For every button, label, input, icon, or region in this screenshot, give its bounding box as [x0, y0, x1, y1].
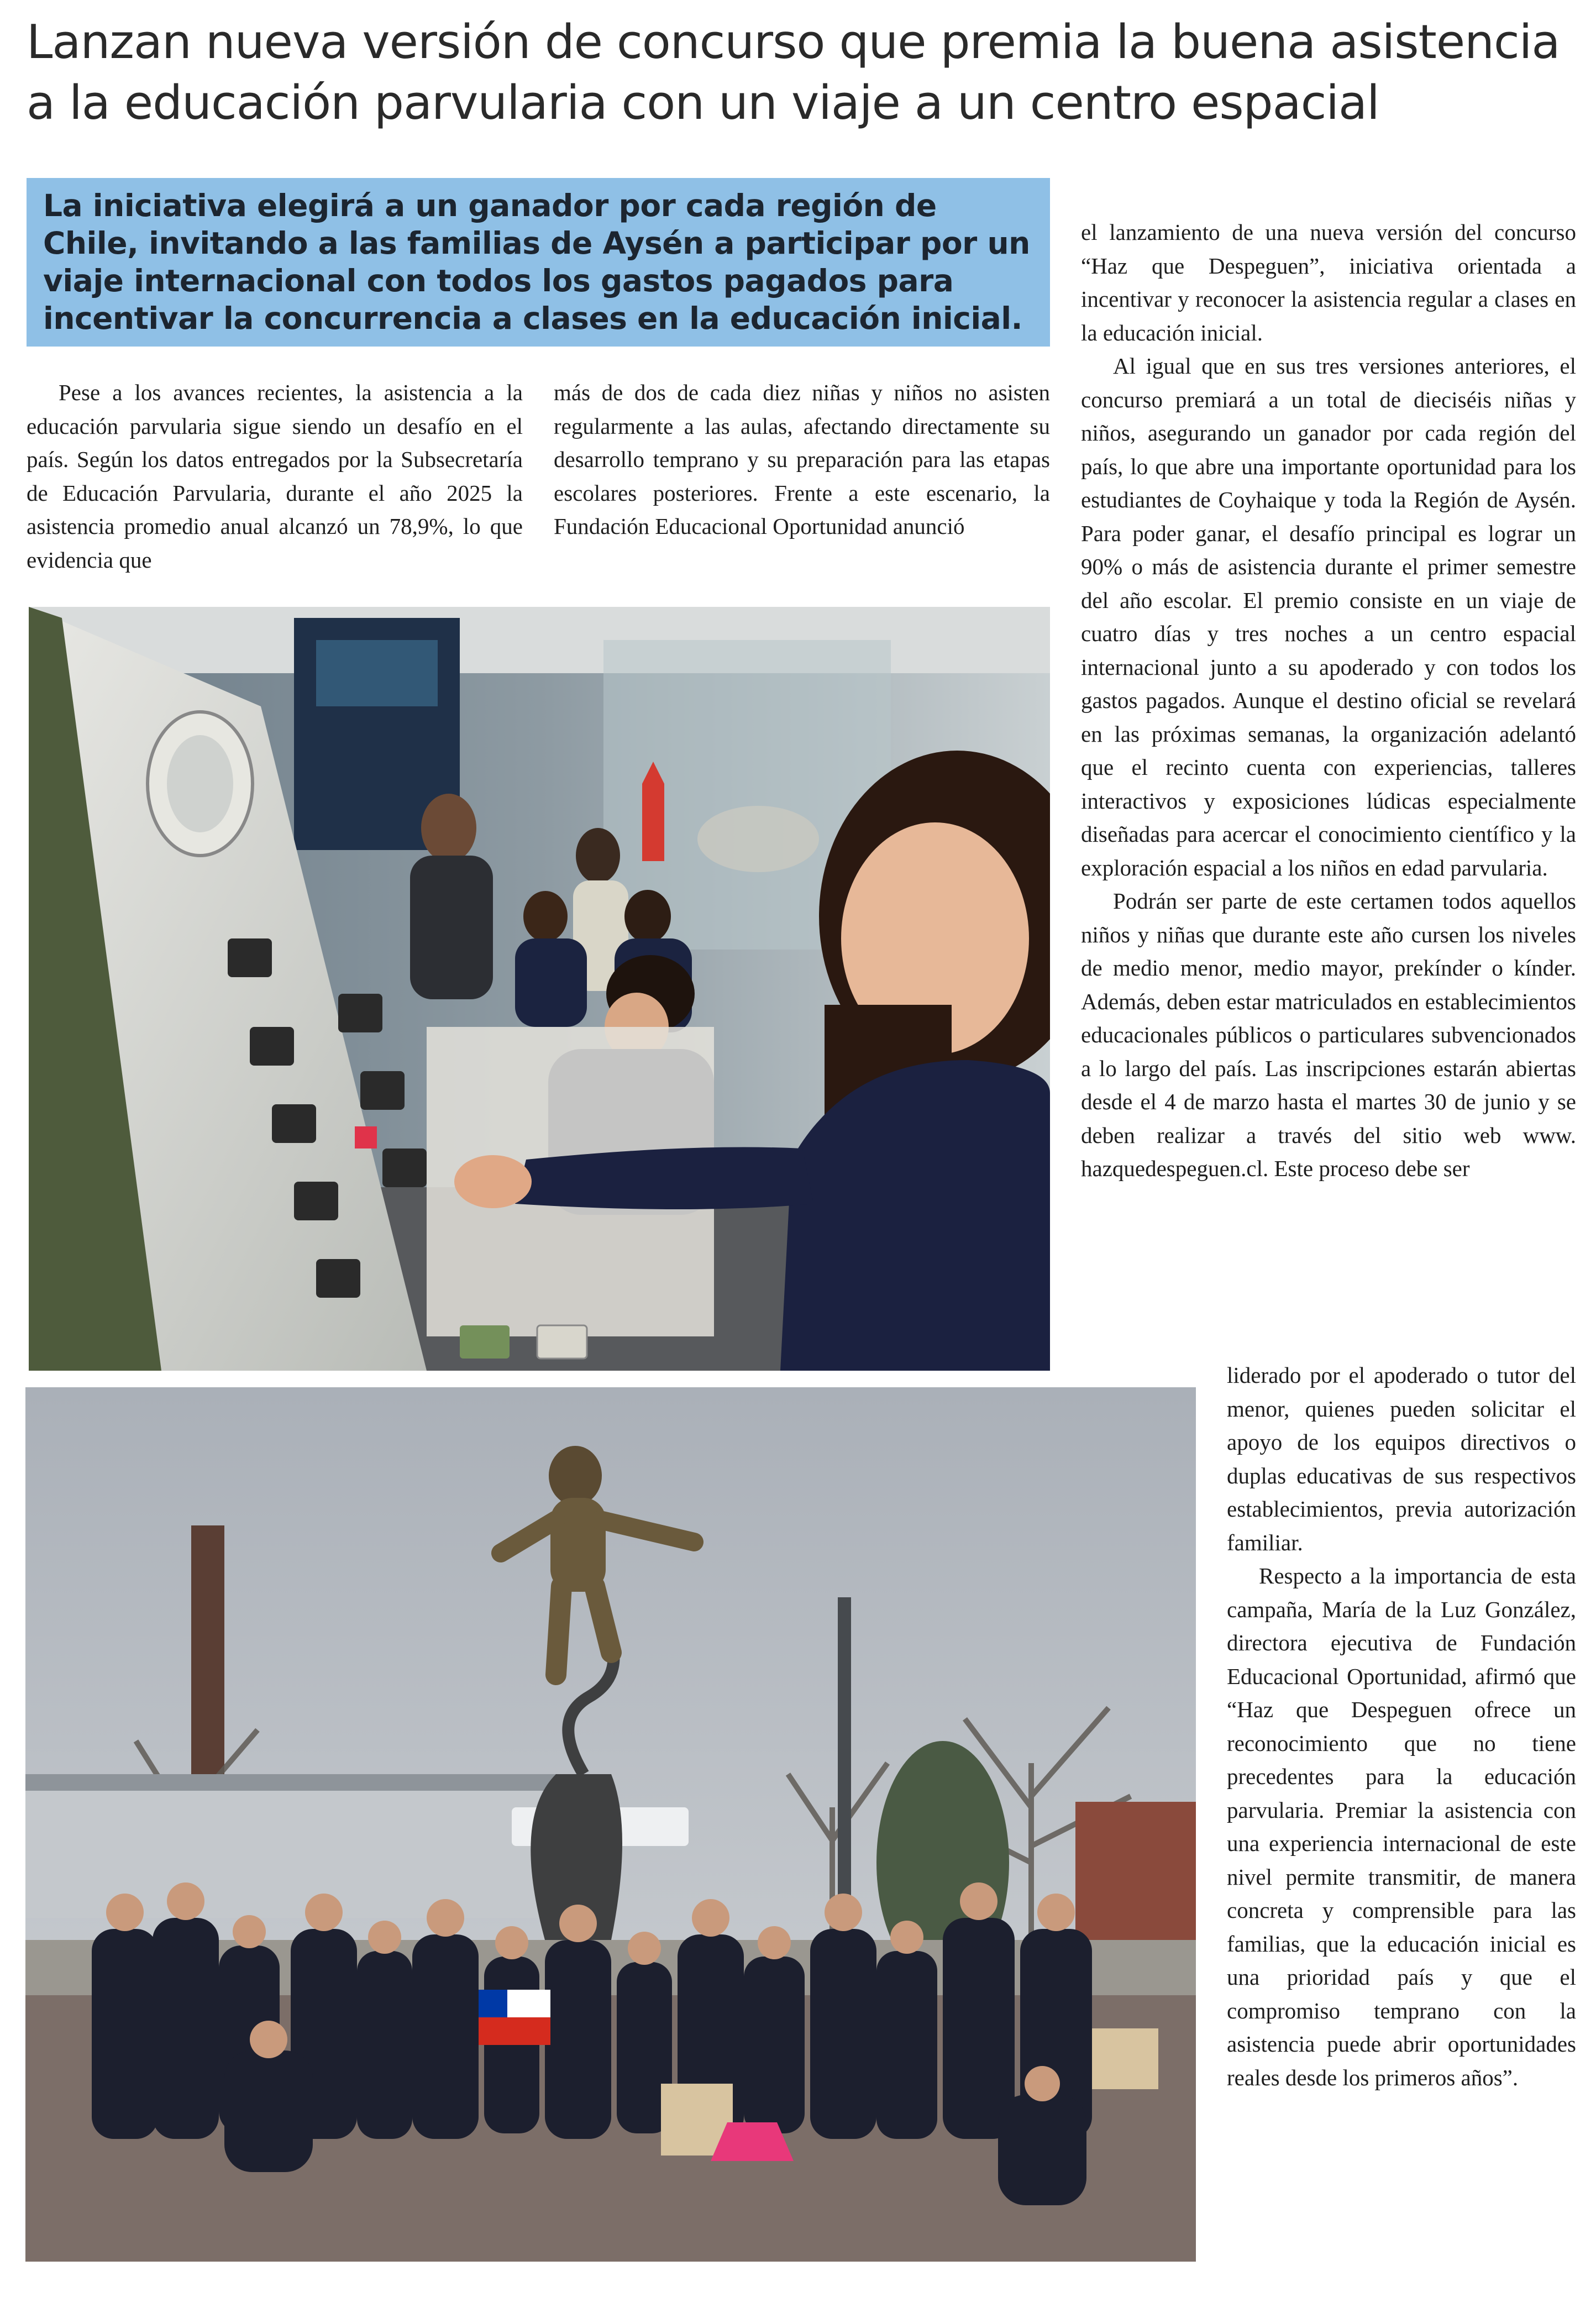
headline: Lanzan nueva versión de concurso que premia la buena asistencia a la educación parvularia con un viaje a un centro espacial	[27, 15, 1560, 130]
body-paragraph: más de dos de cada diez niñas y niños no asisten regularmente a las aulas, afectando directamente su desarrollo temprano y su preparación para las etapas escolares posteriores. Frente a este escenario, la Fundación Educacional Oportunidad anunció	[554, 380, 1050, 539]
body-paragraph: Podrán ser parte de este certamen todos aquellos niños y niñas que durante este año cursen los niveles de medio menor, medio mayor, prekínder o kínder. Además, deben estar matriculados en establecimientos educacionales públicos o particulares subvencionados a lo largo del país. Las inscripciones estarán abiertas desde el 4 de marzo hasta el martes 30 de junio y se deben realizar a través del sitio web www. hazquedespeguen.cl. Este proceso debe ser	[1081, 888, 1576, 1181]
photo-children-at-control-panel	[29, 607, 1050, 1371]
photo-group-with-astronaut-sculpture	[25, 1387, 1196, 2262]
body-column-1	[27, 376, 523, 576]
body-paragraph: Al igual que en sus tres versiones anteriores, el concurso premiará a un total de dieciséis niñas y niños, asegurando un ganador por cada región del país, lo que abre una importante oportunidad para los estudiantes de Coyhaique y toda la Región de Aysén. Para poder ganar, el desafío principal es lograr un 90% o más de asistencia durante el primer semestre del año escolar. El premio consiste en un viaje de cuatro días y tres noches a un centro espacial internacional junto a su apoderado y con todos los gastos pagados. Aunque el destino oficial se revelará en las próximas semanas, la organización adelantó que el recinto cuenta con experiencias, talleres interactivos y exposiciones lúdicas especialmente diseñadas para acercar el conocimiento científico y la exploración espacial a los niños en edad parvularia.	[1081, 353, 1576, 880]
body-column-2	[554, 376, 1050, 543]
lead-box	[27, 178, 1050, 347]
body-paragraph: Respecto a la importancia de esta campaña, María de la Luz González, directora ejecutiva de Fundación Educacional Oportunidad, afirmó que “Haz que Despeguen ofrece un reconocimiento que no tiene precedentes para la educación parvularia. Premiar la asistencia con una experiencia internacional de este nivel permite transmitir, de manera concreta y comprensible para las familias, que la educación inicial es una prioridad país y que el compromiso temprano con la asistencia puede abrir oportunidades reales desde los primeros años”.	[1227, 1563, 1576, 2090]
body-paragraph: liderado por el apoderado o tutor del menor, quienes pueden solicitar el apoyo de los equipos directivos o duplas educativas de sus respectivos establecimientos, previa autorización familiar.	[1227, 1362, 1576, 1555]
body-paragraph: el lanzamiento de una nueva versión del concurso “Haz que Despeguen”, iniciativa orientada a incentivar y reconocer la asistencia regular a clases en la educación inicial.	[1081, 219, 1576, 345]
body-paragraph: Pese a los avances recientes, la asistencia a la educación parvularia sigue siendo un desafío en el país. Según los datos entregados por la Subsecretaría de Educación Parvularia, durante el año 2025 la asistencia promedio anual alcanzó un 78,9%, lo que evidencia que	[27, 380, 523, 573]
body-column-4	[1227, 1359, 1576, 2094]
lead-text: La iniciativa elegirá a un ganador por cada región de Chile, invitando a las familias de Aysén a participar por un viaje internacional con todos los gastos pagados para incentivar la concurrencia a clases en la educación inicial.	[43, 188, 1030, 336]
body-column-3	[1081, 216, 1576, 1186]
